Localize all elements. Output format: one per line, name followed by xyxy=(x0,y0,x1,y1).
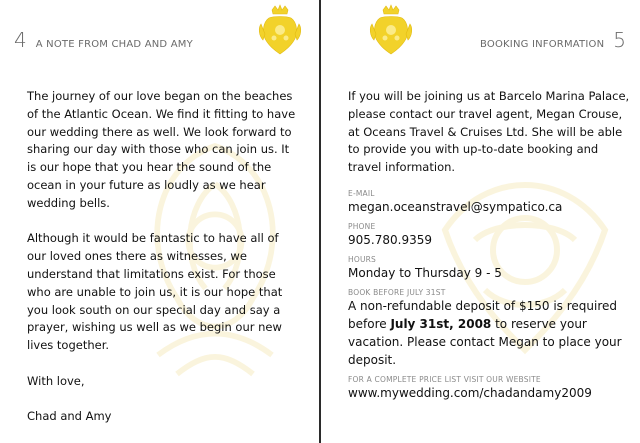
phone-block xyxy=(348,222,634,249)
right-page-header xyxy=(480,28,626,52)
page-title: BOOKING INFORMATION xyxy=(480,39,605,50)
deposit-text-start: A non-refundable deposit of $150 is required before xyxy=(348,298,617,331)
page-number: 5 xyxy=(613,28,626,52)
page-number: 4 xyxy=(14,28,27,52)
hours-label: HOURS xyxy=(348,254,377,264)
note-body xyxy=(27,88,297,426)
deadline-label: BOOK BEFORE JULY 31ST xyxy=(348,287,446,297)
deposit-text xyxy=(348,297,634,369)
pricelist-label: FOR A COMPLETE PRICE LIST VISIT OUR WEBSITE xyxy=(348,374,541,384)
left-page-header xyxy=(14,28,193,52)
note-paragraph-1: The journey of our love began on the beaches of the Atlantic Ocean. We find it fitting to have our wedding there as well. We look forward to sharing our day with those who can join us. It is our hope that you hear the sound of the ocean in your future as loudly as we hear wedding bells. xyxy=(27,89,296,210)
deposit-deadline-date: July 31st, 2008 xyxy=(390,316,492,331)
hours-block xyxy=(348,255,634,282)
deposit-block xyxy=(348,288,634,369)
deposit-text-end: to reserve your vacation. Please contact Megan to place your deposit. xyxy=(348,316,622,367)
email-label: E-MAIL xyxy=(348,188,375,198)
booking-intro: If you will be joining us at Barcelo Marina Palace, please contact our travel agent, Megan Crouse, at Oceans Travel & Cruises Ltd. She will be able to provide you with up-to-date booking and travel information. xyxy=(348,89,630,175)
note-closing: With love, xyxy=(27,373,85,388)
page-title: A NOTE FROM CHAD AND AMY xyxy=(35,39,193,50)
phone-label: PHONE xyxy=(348,221,376,231)
email-link[interactable]: megan.oceanstravel@sympatico.ca xyxy=(348,199,563,214)
note-signature: Chad and Amy xyxy=(27,409,112,424)
website-link[interactable]: www.mywedding.com/chadandamy2009 xyxy=(348,385,592,400)
booking-body xyxy=(348,88,634,402)
website-block xyxy=(348,375,634,402)
phone-number: 905.780.9359 xyxy=(348,232,432,247)
gold-crest-right-icon xyxy=(368,4,414,56)
note-paragraph-2: Although it would be fantastic to have all of our loved ones there as witnesses, we understand that limitations exist. For those who are unable to join us, it is our hope that you look south on our special day and say a prayer, wishing us well as we begin our new lives together. xyxy=(27,231,283,353)
hours-value: Monday to Thursday 9 - 5 xyxy=(348,265,502,280)
gold-crest-left-icon xyxy=(257,4,303,56)
email-block xyxy=(348,189,634,216)
page-gutter-divider xyxy=(319,0,321,443)
